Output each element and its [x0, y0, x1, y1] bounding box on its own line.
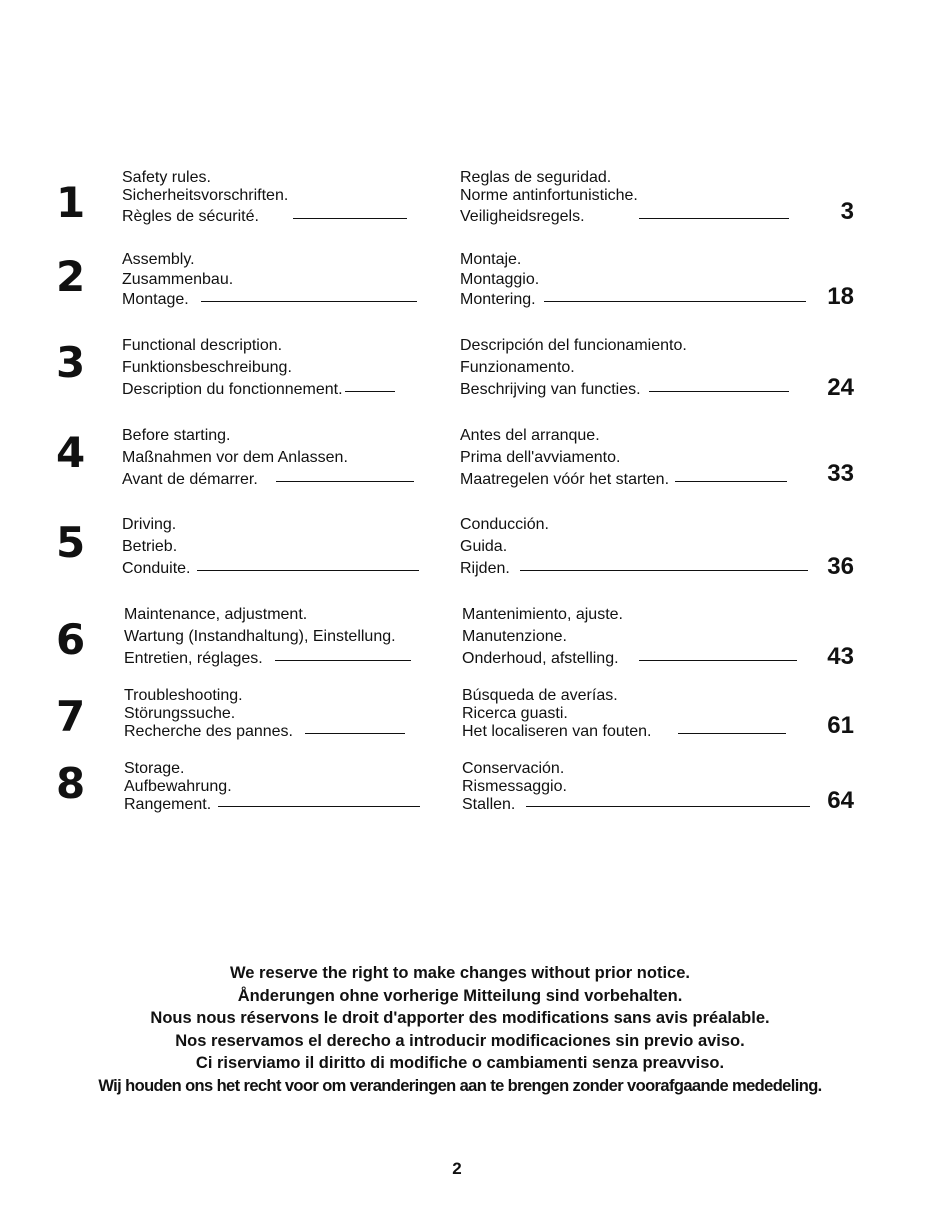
toc-entry-dutch-text: Rijden. — [460, 560, 510, 577]
modification-notice — [0, 962, 920, 1097]
leader-line — [520, 570, 808, 571]
toc-entry-german: Zusammenbau. — [122, 271, 234, 288]
toc-right-column — [462, 760, 822, 813]
toc-entry-dutch-text: Onderhoud, afstelling. — [462, 650, 619, 667]
page-number: 33 — [827, 460, 854, 487]
notice-italian: Ci riserviamo il diritto di modifiche o cambiamenti senza preavviso. — [195, 1054, 725, 1072]
toc-left-column — [122, 427, 438, 488]
toc-entry-dutch-text: Montering. — [460, 291, 536, 308]
toc-right-column — [460, 337, 820, 398]
leader-line — [526, 806, 810, 807]
section-number: 5 — [56, 518, 86, 567]
toc-entry-italian: Manutenzione. — [462, 628, 567, 645]
toc-right-column — [460, 516, 820, 577]
toc-entry-german: Betrieb. — [122, 538, 178, 555]
toc-entry-german: Sicherheitsvorschriften. — [122, 187, 289, 204]
page-number: 61 — [827, 712, 854, 739]
toc-right-column — [460, 168, 820, 225]
section-number: 2 — [56, 252, 86, 301]
toc-entry-english: Before starting. — [122, 427, 231, 444]
page-number: 36 — [827, 553, 854, 580]
leader-line — [678, 733, 786, 734]
leader-line — [639, 218, 789, 219]
toc-entry-spanish: Reglas de seguridad. — [460, 169, 612, 186]
page-number: 64 — [827, 787, 854, 814]
notice-spanish: Nos reservamos el derecho a introducir modificaciones sin previo aviso. — [175, 1031, 745, 1050]
toc-entry-english: Storage. — [124, 760, 185, 777]
toc-entry-english: Safety rules. — [122, 169, 211, 186]
section-number: 7 — [56, 692, 86, 741]
page-number: 18 — [827, 283, 854, 310]
toc-entry-dutch — [462, 724, 822, 740]
toc-entry-spanish: Conducción. — [460, 516, 549, 533]
toc-entry-french-text: Recherche des pannes. — [124, 723, 293, 740]
page-number: 43 — [827, 643, 854, 670]
toc-entry-german: Aufbewahrung. — [124, 778, 232, 795]
toc-entry-french-text: Entretien, réglages. — [124, 650, 263, 667]
toc-entry-german: Maßnahmen vor dem Anlassen. — [122, 449, 348, 466]
toc-entry-spanish: Antes del arranque. — [460, 427, 600, 444]
toc-entry-french — [122, 292, 438, 308]
section-number: 1 — [56, 178, 86, 227]
toc-right-column — [462, 606, 822, 667]
toc-entry-dutch-text: Het localiseren van fouten. — [462, 723, 652, 740]
toc-left-column — [122, 516, 438, 577]
toc-entry-french — [122, 382, 438, 398]
toc-entry-spanish: Mantenimiento, ajuste. — [462, 606, 623, 623]
toc-entry-english: Troubleshooting. — [124, 687, 243, 704]
toc-entry-french — [124, 797, 440, 813]
toc-entry-italian: Ricerca guasti. — [462, 705, 568, 722]
toc-entry-italian: Guida. — [460, 538, 508, 555]
toc-entry-german: Wartung (Instandhaltung), Einstellung. — [124, 628, 396, 645]
leader-line — [544, 301, 806, 302]
toc-entry-dutch-text: Maatregelen vóór het starten. — [460, 471, 670, 488]
toc-entry-french-text: Montage. — [122, 291, 189, 308]
toc-left-column — [124, 606, 440, 667]
leader-line — [218, 806, 420, 807]
toc-right-column — [460, 427, 820, 488]
toc-entry-spanish: Búsqueda de averías. — [462, 687, 618, 704]
toc-entry-dutch-text: Stallen. — [462, 796, 516, 813]
notice-german: Ånderungen ohne vorherige Mitteilung sind vorbehalten. — [237, 986, 683, 1005]
toc-entry-french-text: Règles de sécurité. — [122, 208, 259, 225]
toc-entry-dutch-text: Veiligheidsregels. — [460, 208, 585, 225]
toc-entry-italian: Montaggio. — [460, 271, 540, 288]
leader-line — [345, 391, 395, 392]
toc-entry-english: Functional description. — [122, 337, 283, 354]
toc-left-column — [124, 760, 440, 813]
toc-entry-spanish: Montaje. — [460, 251, 522, 268]
toc-entry-dutch — [460, 209, 820, 225]
toc-entry-dutch — [462, 797, 822, 813]
toc-right-column — [462, 687, 822, 740]
toc-entry-italian: Prima dell'avviamento. — [460, 449, 621, 466]
section-number: 6 — [56, 615, 86, 664]
leader-line — [649, 391, 789, 392]
toc-entry-french — [122, 472, 438, 488]
toc-entry-french-text: Rangement. — [124, 796, 212, 813]
leader-line — [197, 570, 419, 571]
leader-line — [276, 481, 414, 482]
toc-entry-italian: Norme antinfortunistiche. — [460, 187, 638, 204]
page-number: 24 — [827, 374, 854, 401]
toc-entry-french — [122, 209, 438, 225]
leader-line — [305, 733, 405, 734]
toc-entry-dutch-text: Beschrijving van functies. — [460, 381, 641, 398]
toc-left-column — [122, 337, 438, 398]
leader-line — [639, 660, 797, 661]
toc-entry-french-text: Conduite. — [122, 560, 191, 577]
toc-entry-dutch — [460, 292, 820, 308]
section-number: 8 — [56, 759, 86, 808]
toc-right-column — [460, 251, 820, 308]
toc-entry-english: Driving. — [122, 516, 177, 533]
leader-line — [293, 218, 407, 219]
toc-entry-french — [124, 651, 440, 667]
toc-entry-dutch — [460, 382, 820, 398]
notice-dutch: Wij houden ons het recht voor om veranderingen aan te brengen zonder voorafgaande mededeling. — [98, 1076, 822, 1095]
toc-left-column — [122, 251, 438, 308]
toc-entry-french-text: Description du fonctionnement. — [122, 381, 343, 398]
toc-entry-french — [124, 724, 440, 740]
toc-entry-french — [122, 561, 438, 577]
leader-line — [675, 481, 787, 482]
toc-entry-english: Maintenance, adjustment. — [124, 606, 308, 623]
toc-entry-dutch — [460, 561, 820, 577]
toc-entry-german: Störungssuche. — [124, 705, 236, 722]
section-number: 3 — [56, 338, 86, 387]
toc-entry-spanish: Conservación. — [462, 760, 565, 777]
toc-entry-italian: Funzionamento. — [460, 359, 575, 376]
section-number: 4 — [56, 428, 86, 477]
toc-entry-german: Funktionsbeschreibung. — [122, 359, 292, 376]
toc-entry-english: Assembly. — [122, 251, 195, 268]
notice-english: We reserve the right to make changes without prior notice. — [230, 964, 690, 982]
toc-left-column — [122, 168, 438, 225]
page-number: 3 — [840, 198, 854, 225]
notice-french: Nous nous réservons le droit d'apporter des modifications sans avis préalable. — [150, 1009, 770, 1027]
toc-entry-italian: Rismessaggio. — [462, 778, 567, 795]
leader-line — [275, 660, 411, 661]
leader-line — [201, 301, 417, 302]
toc-left-column — [124, 687, 440, 740]
toc-entry-spanish: Descripción del funcionamiento. — [460, 337, 687, 354]
footer-page-number: 2 — [452, 1159, 462, 1178]
toc-entry-dutch — [460, 472, 820, 488]
toc-entry-dutch — [462, 651, 822, 667]
toc-entry-french-text: Avant de démarrer. — [122, 471, 258, 488]
